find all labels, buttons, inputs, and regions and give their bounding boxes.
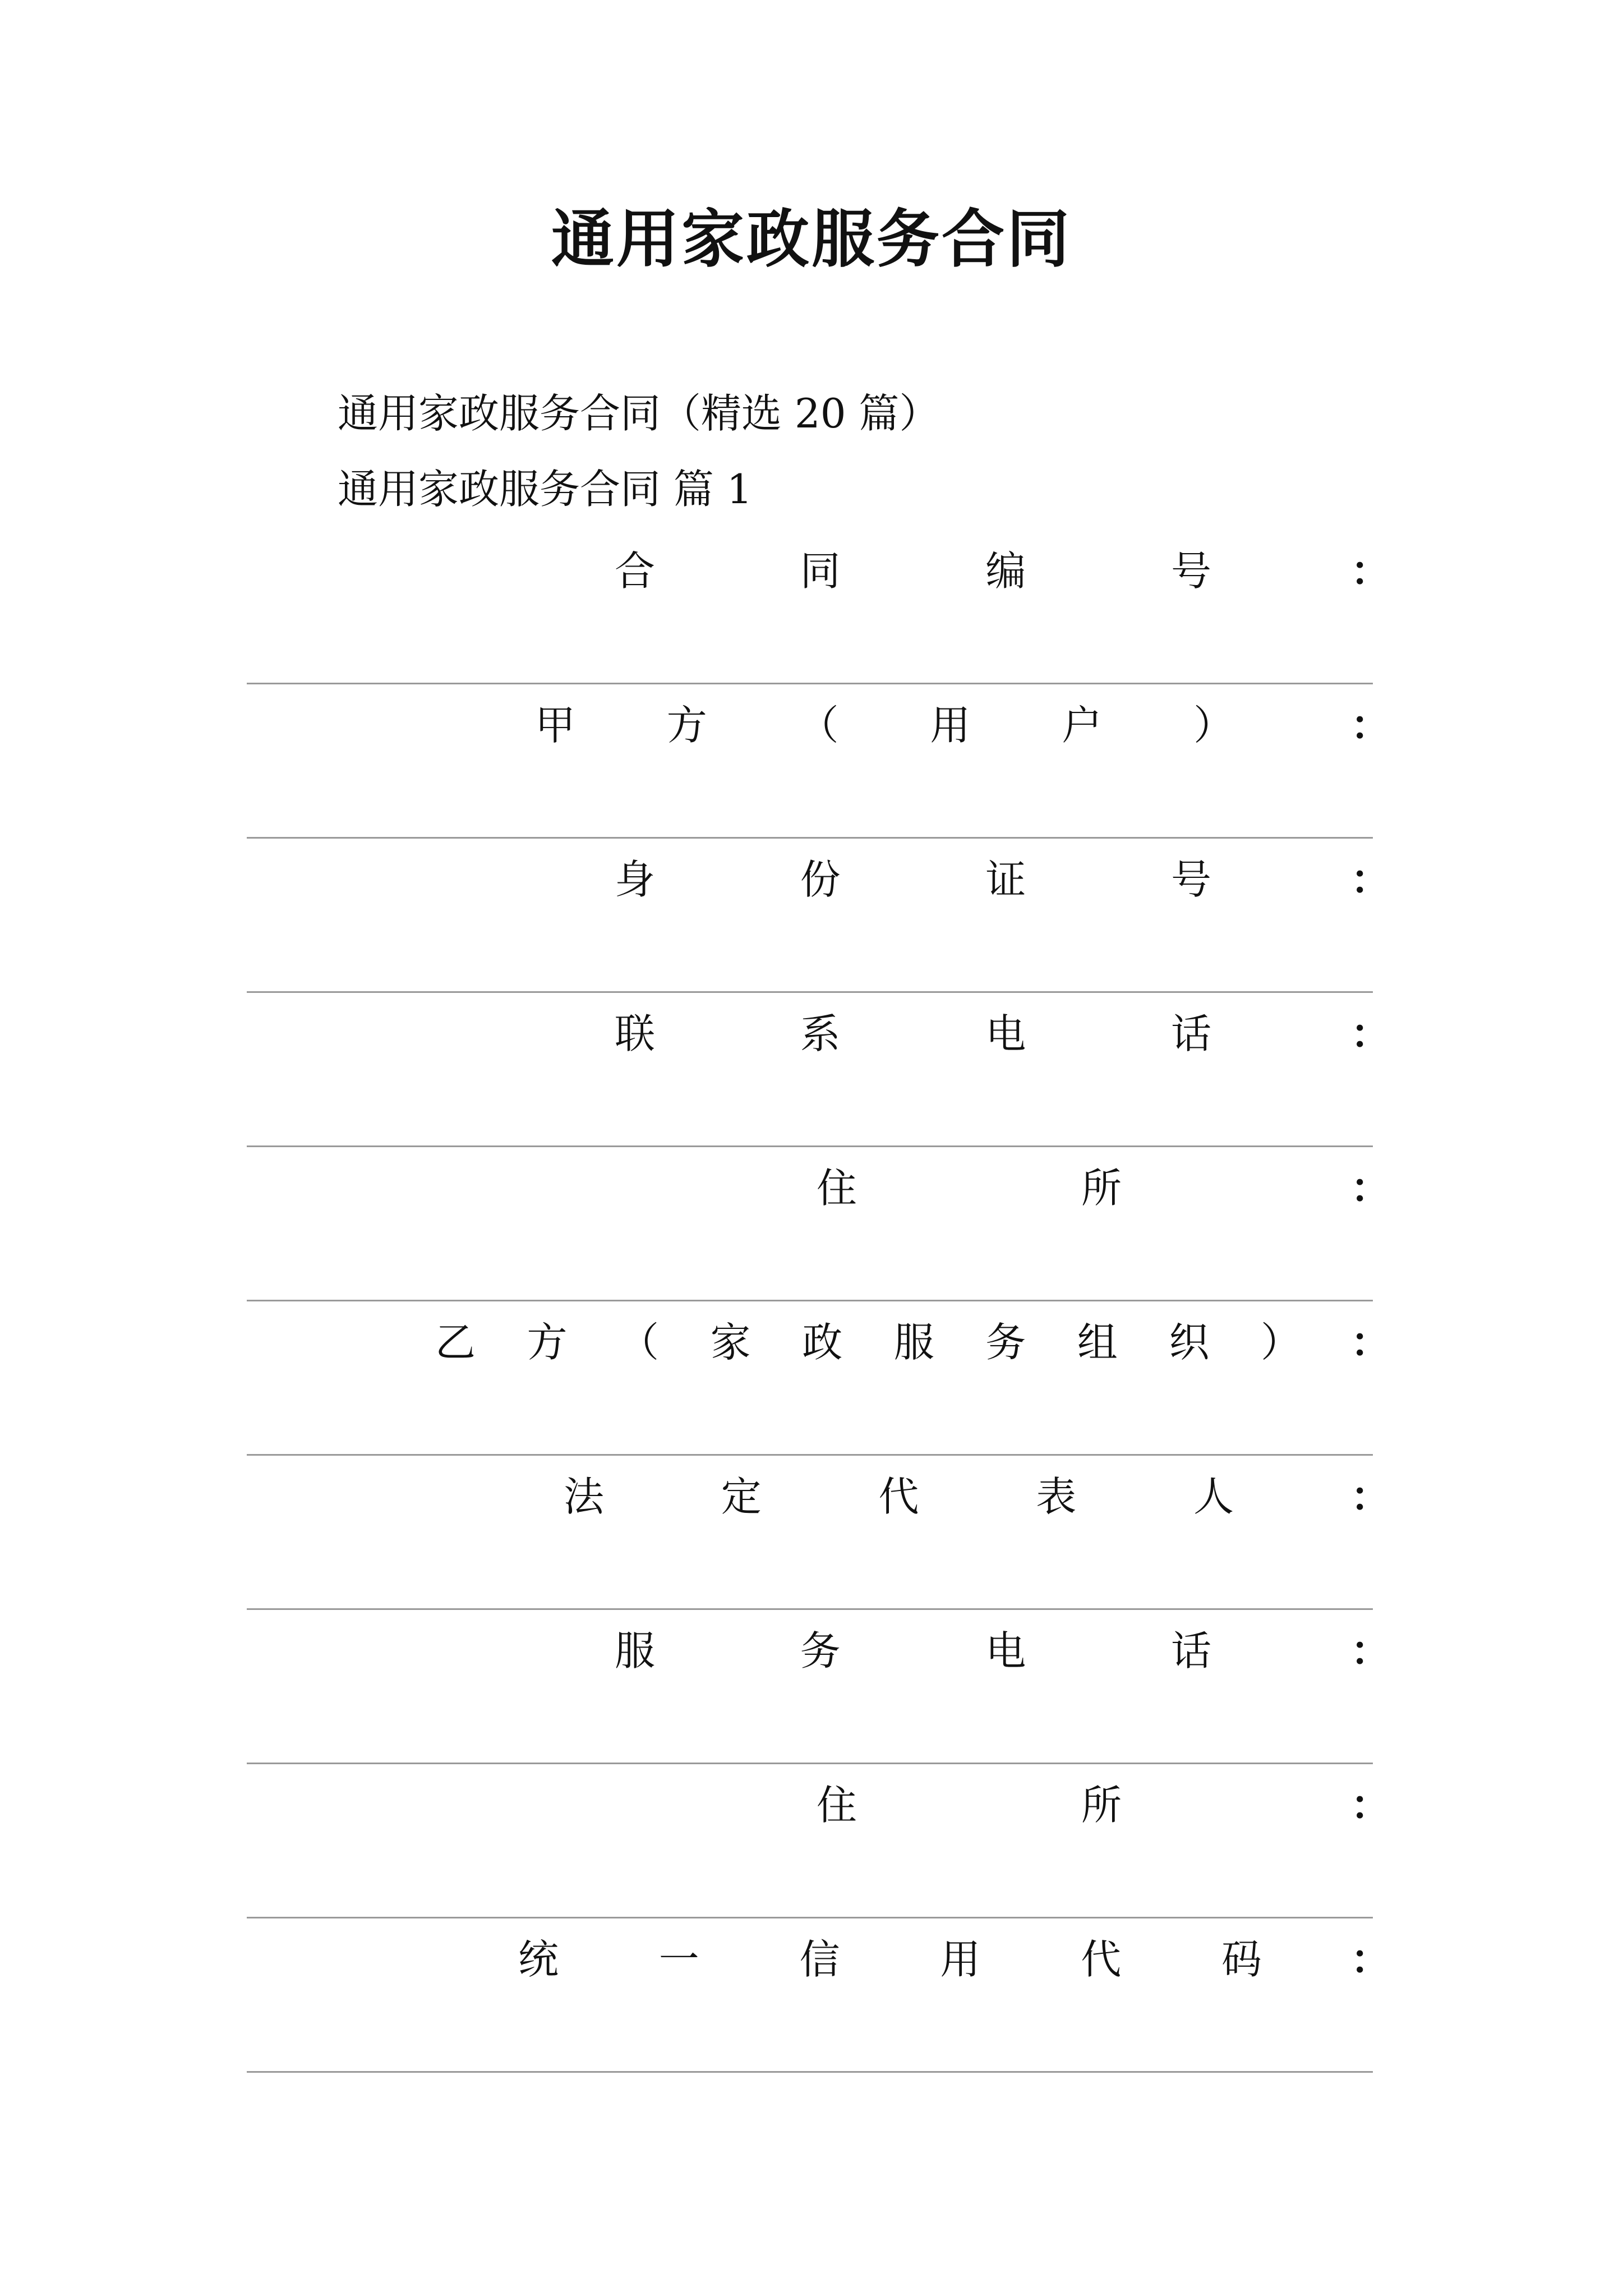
field-colon: ： bbox=[1350, 1781, 1391, 1829]
field-label-char: 系 bbox=[800, 1010, 841, 1057]
field-label-char: 政 bbox=[802, 1319, 843, 1366]
field-label-char: 方 bbox=[527, 1319, 568, 1366]
section-heading: 通用家政服务合同 篇 1 bbox=[338, 466, 753, 513]
field-row-address-a bbox=[247, 1153, 1391, 1306]
field-label-char: （ bbox=[798, 702, 839, 749]
field-label-char: 同 bbox=[800, 547, 841, 595]
field-label bbox=[817, 1163, 1122, 1213]
field-colon: ： bbox=[1350, 1627, 1391, 1674]
fill-in-line[interactable] bbox=[247, 1917, 1373, 1918]
field-label-char: 份 bbox=[800, 856, 841, 903]
field-label-char: 务 bbox=[985, 1319, 1026, 1366]
field-label-char: 用 bbox=[940, 1936, 981, 1983]
field-label-char: 定 bbox=[721, 1473, 762, 1520]
field-label bbox=[435, 1317, 1301, 1368]
field-label-char: 一 bbox=[658, 1936, 699, 1983]
fill-in-line[interactable] bbox=[247, 991, 1373, 993]
fill-in-line[interactable] bbox=[247, 1763, 1373, 1764]
document-subtitle: 通用家政服务合同（精选 20 篇） bbox=[338, 390, 940, 437]
fill-in-line[interactable] bbox=[247, 1145, 1373, 1147]
field-label bbox=[817, 1780, 1122, 1830]
field-colon: ： bbox=[1350, 547, 1391, 595]
field-colon: ： bbox=[1350, 1164, 1391, 1212]
fill-in-line[interactable] bbox=[247, 1454, 1373, 1456]
fill-in-line[interactable] bbox=[247, 2071, 1373, 2073]
fill-in-line[interactable] bbox=[247, 837, 1373, 839]
field-label bbox=[535, 700, 1234, 751]
field-colon: ： bbox=[1350, 1010, 1391, 1057]
field-label-char: 编 bbox=[985, 547, 1026, 595]
field-label bbox=[615, 1009, 1211, 1059]
field-label bbox=[615, 546, 1211, 596]
field-label-char: 电 bbox=[985, 1627, 1026, 1674]
field-label-char: 服 bbox=[893, 1319, 934, 1366]
field-colon: ： bbox=[1350, 701, 1391, 749]
field-label bbox=[518, 1934, 1262, 1985]
field-row-id-no bbox=[247, 844, 1391, 998]
field-label-char: 所 bbox=[1081, 1165, 1122, 1212]
field-label-char: 服 bbox=[615, 1627, 656, 1674]
field-label-char: 码 bbox=[1221, 1936, 1262, 1983]
field-label-char: 电 bbox=[985, 1010, 1026, 1057]
fill-in-line[interactable] bbox=[247, 1608, 1373, 1610]
field-label-char: 统 bbox=[518, 1936, 559, 1983]
fill-in-line[interactable] bbox=[247, 683, 1373, 684]
field-label-char: 信 bbox=[799, 1936, 840, 1983]
field-label-char: 表 bbox=[1036, 1473, 1077, 1520]
page-title: 通用家政服务合同 bbox=[551, 203, 1072, 276]
field-label-char: 法 bbox=[564, 1473, 605, 1520]
field-label-char: 代 bbox=[878, 1473, 919, 1520]
field-label-char: （ bbox=[619, 1319, 660, 1366]
field-label-char: 用 bbox=[930, 702, 971, 749]
field-label-char: 家 bbox=[710, 1319, 751, 1366]
field-label-char: 号 bbox=[1170, 547, 1211, 595]
field-label-char: 话 bbox=[1170, 1010, 1211, 1057]
field-label-char: 户 bbox=[1062, 702, 1103, 749]
field-colon: ： bbox=[1350, 1473, 1391, 1520]
field-label-char: 织 bbox=[1169, 1319, 1210, 1366]
field-label-char: 话 bbox=[1170, 1627, 1211, 1674]
field-label bbox=[615, 1626, 1211, 1676]
field-row-phone bbox=[247, 999, 1391, 1152]
field-row-address-b bbox=[247, 1770, 1391, 1924]
field-label-char: 甲 bbox=[535, 702, 576, 749]
field-colon: ： bbox=[1350, 1318, 1391, 1366]
field-colon: ： bbox=[1350, 855, 1391, 903]
field-label bbox=[564, 1471, 1234, 1522]
field-label-char: 组 bbox=[1077, 1319, 1118, 1366]
fill-in-line[interactable] bbox=[247, 1300, 1373, 1301]
field-label-char: 号 bbox=[1170, 856, 1211, 903]
field-label-char: 合 bbox=[615, 547, 656, 595]
field-label-char: ） bbox=[1193, 702, 1234, 749]
field-label-char: 务 bbox=[800, 1627, 841, 1674]
field-row-credit-code bbox=[247, 1924, 1391, 2078]
field-label-char: 住 bbox=[817, 1782, 857, 1829]
field-colon: ： bbox=[1350, 1935, 1391, 1983]
field-label-char: ） bbox=[1260, 1319, 1301, 1366]
field-row-party-b bbox=[247, 1307, 1391, 1461]
field-label-char: 联 bbox=[615, 1010, 656, 1057]
field-label-char: 人 bbox=[1193, 1473, 1234, 1520]
field-label-char: 所 bbox=[1081, 1782, 1122, 1829]
field-row-service-phone bbox=[247, 1616, 1391, 1769]
field-label-char: 住 bbox=[817, 1165, 857, 1212]
field-label-char: 代 bbox=[1081, 1936, 1122, 1983]
field-label-char: 方 bbox=[666, 702, 707, 749]
field-label-char: 乙 bbox=[435, 1319, 476, 1366]
field-label bbox=[615, 854, 1211, 905]
field-label-char: 身 bbox=[615, 856, 656, 903]
field-row-party-a bbox=[247, 690, 1391, 844]
field-label-char: 证 bbox=[985, 856, 1026, 903]
field-row-legal-rep bbox=[247, 1461, 1391, 1615]
field-row-contract-no bbox=[247, 536, 1391, 689]
